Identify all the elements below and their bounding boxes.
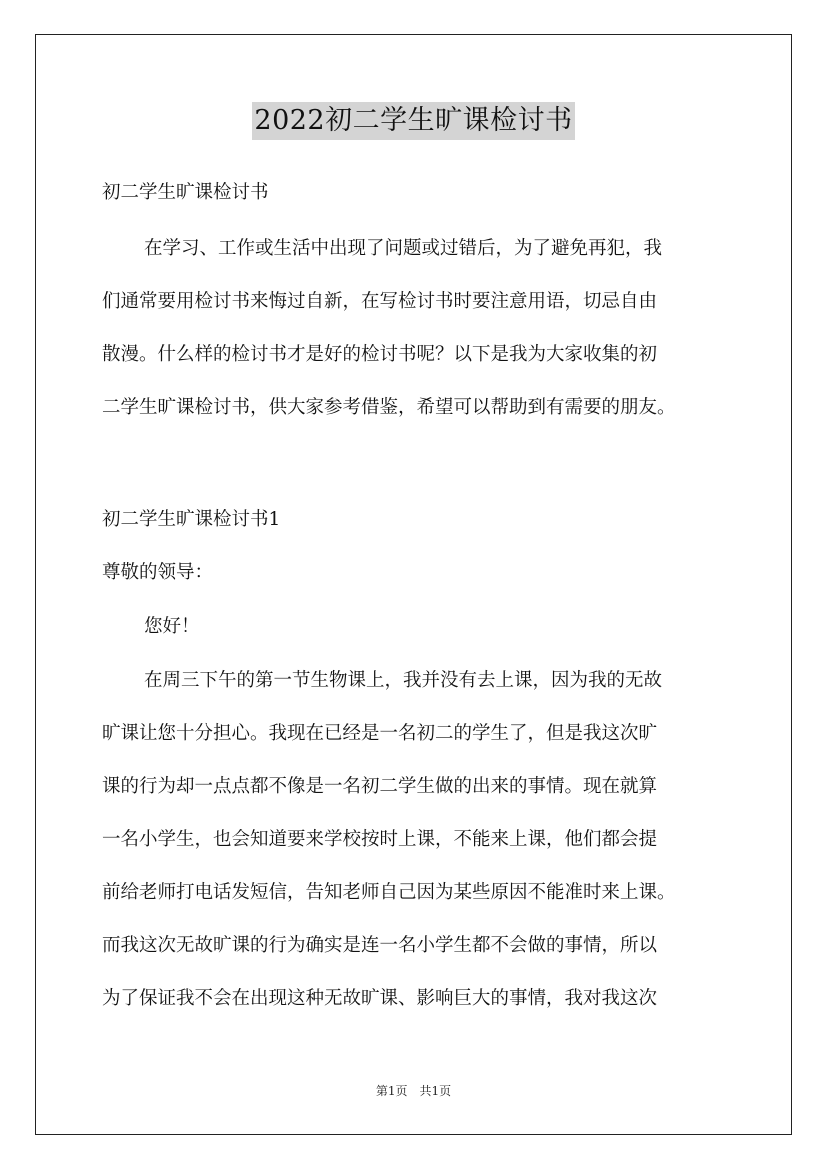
greeting-block (102, 612, 742, 642)
page-footer (0, 1083, 827, 1099)
body-line: 而我这次无故旷课的行为确实是连一名小学生都不会做的事情，所以 (102, 935, 658, 956)
salutation: 尊敬的领导： (102, 562, 214, 583)
document-subtitle: 初二学生旷课检讨书 (102, 182, 269, 203)
document-title: 2022初二学生旷课检讨书 (252, 102, 574, 140)
greeting: 您好！ (144, 616, 200, 637)
body-line: 一名小学生，也会知道要来学校按时上课，不能来上课，他们都会提 (102, 829, 658, 850)
body-paragraph (102, 654, 742, 1025)
section-heading: 初二学生旷课检讨书1 (102, 509, 281, 530)
intro-line: 二学生旷课检讨书，供大家参考借鉴，希望可以帮助到有需要的朋友。 (102, 397, 676, 418)
subtitle-block (102, 178, 742, 208)
body-line: 课的行为却一点点都不像是一名初二学生做的出来的事情。现在就算 (102, 776, 658, 797)
intro-line: 散漫。什么样的检讨书才是好的检讨书呢？以下是我为大家收集的初 (102, 344, 658, 365)
body-line: 为了保证我不会在出现这种无故旷课、影响巨大的事情，我对我这次 (102, 988, 658, 1009)
section-heading-block (102, 505, 742, 535)
title-container (0, 102, 827, 140)
salutation-block (102, 558, 742, 588)
page-number: 第1页 (375, 1084, 408, 1098)
intro-line: 在学习、工作或生活中出现了问题或过错后，为了避免再犯，我 (144, 238, 663, 259)
intro-paragraph (102, 222, 742, 434)
body-line: 前给老师打电话发短信，告知老师自己因为某些原因不能准时来上课。 (102, 882, 676, 903)
body-line: 旷课让您十分担心。我现在已经是一名初二的学生了，但是我这次旷 (102, 723, 658, 744)
intro-line: 们通常要用检讨书来悔过自新，在写检讨书时要注意用语，切忌自由 (102, 291, 658, 312)
page-total: 共1页 (419, 1084, 452, 1098)
body-line: 在周三下午的第一节生物课上，我并没有去上课，因为我的无故 (144, 670, 663, 691)
